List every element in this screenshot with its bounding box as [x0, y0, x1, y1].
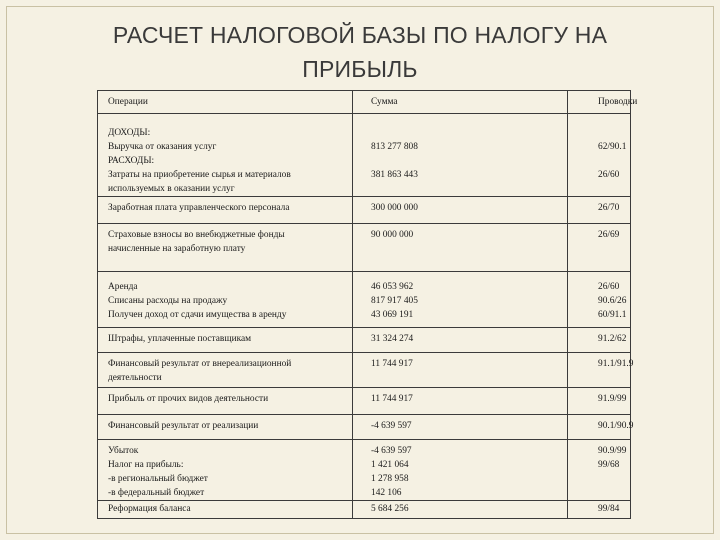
amount-cell — [353, 388, 568, 415]
operation-line: Убыток — [108, 446, 139, 456]
amount-line: 5 684 256 — [371, 504, 409, 514]
title-line-1: РАСЧЕТ НАЛОГОВОЙ БАЗЫ ПО НАЛОГУ НА — [112, 22, 608, 48]
amount-line: 11 744 917 — [371, 394, 413, 404]
operation-line: Штрафы, уплаченные поставщикам — [108, 334, 252, 344]
amount-line: 1 421 064 — [371, 460, 409, 470]
table-row — [98, 353, 631, 388]
amount-cell — [353, 328, 568, 353]
table-row — [98, 328, 631, 353]
operation-line: Финансовый результат от внереализационной — [108, 359, 292, 369]
operation-line: Получен доход от сдачи имущества в аренду — [108, 310, 287, 320]
operation-line: Затраты на приобретение сырья и материалов — [108, 170, 291, 180]
table-row — [98, 440, 631, 501]
amount-line: 90 000 000 — [371, 230, 414, 240]
operation-line: Налог на прибыль: — [108, 460, 184, 470]
entry-cell — [568, 415, 634, 440]
amount-cell — [353, 224, 568, 272]
entry-cell — [568, 440, 631, 501]
operation-line: Прибыль от прочих видов деятельности — [108, 394, 269, 404]
entry-line: 99/68 — [598, 460, 620, 470]
operation-cell — [98, 415, 353, 440]
entry-line: 91.1/91.9 — [598, 359, 634, 369]
entry-cell — [568, 388, 631, 415]
operation-cell — [98, 224, 353, 272]
operation-cell — [98, 388, 353, 415]
entry-line: 60/91.1 — [598, 310, 627, 320]
entry-line — [598, 154, 622, 168]
operation-line: РАСХОДЫ: — [108, 156, 155, 166]
operation-line: -в региональный бюджет — [108, 474, 208, 484]
amount-line: -4 639 597 — [371, 446, 412, 456]
entry-line: 62/90.1 — [598, 142, 627, 152]
amount-line: 11 744 917 — [371, 359, 413, 369]
operation-line: -в федеральный бюджет — [108, 488, 205, 498]
operation-line: Выручка от оказания услуг — [108, 142, 217, 152]
entry-cell — [568, 501, 631, 519]
amount-cell — [353, 197, 568, 224]
entry-line: 26/60 — [598, 282, 620, 292]
operation-cell — [98, 114, 353, 197]
operation-cell — [98, 328, 353, 353]
table-header-row — [98, 91, 631, 114]
entry-cell — [568, 224, 631, 272]
entry-line: 91.9/99 — [598, 394, 627, 404]
amount-cell — [353, 501, 568, 519]
entry-line — [598, 472, 622, 486]
operation-line: ДОХОДЫ: — [108, 128, 151, 138]
operation-line: деятельности — [108, 373, 162, 383]
amount-line: 1 278 958 — [371, 474, 409, 484]
amount-line — [371, 154, 559, 168]
table-row — [98, 197, 631, 224]
entry-line: 99/84 — [598, 504, 620, 514]
table-row — [98, 388, 631, 415]
entry-cell — [568, 114, 631, 197]
entry-line: 26/70 — [598, 203, 620, 213]
entry-line: 90.6/26 — [598, 296, 627, 306]
operation-line: начисленные на заработную плату — [108, 244, 246, 254]
amount-line: 300 000 000 — [371, 203, 418, 213]
amount-cell — [353, 440, 568, 501]
entry-line — [598, 126, 622, 140]
amount-cell — [353, 272, 568, 328]
operation-cell — [98, 353, 353, 388]
header-operations: Операции — [98, 91, 353, 114]
entry-line: 90.1/90.9 — [598, 421, 634, 431]
amount-cell — [353, 415, 568, 440]
table-row — [98, 501, 631, 519]
amount-line: 381 863 443 — [371, 170, 418, 180]
table-row — [98, 114, 631, 197]
entry-line — [598, 486, 622, 500]
entry-cell — [568, 328, 631, 353]
entry-line: 90.9/99 — [598, 446, 627, 456]
operation-line: Страховые взносы во внебюджетные фонды — [108, 230, 285, 240]
amount-line: -4 639 597 — [371, 421, 412, 431]
entry-line: 91.2/62 — [598, 334, 627, 344]
operation-line: используемых в оказании услуг — [108, 184, 235, 194]
header-entries: Проводки — [568, 91, 631, 114]
amount-line: 813 277 808 — [371, 142, 418, 152]
table-row — [98, 224, 631, 272]
operation-cell — [98, 272, 353, 328]
title-line-2: ПРИБЫЛЬ — [302, 56, 418, 82]
operation-cell — [98, 197, 353, 224]
amount-line: 142 106 — [371, 488, 402, 498]
amount-line: 31 324 274 — [371, 334, 414, 344]
operation-line: Аренда — [108, 282, 138, 292]
amount-line: 817 917 405 — [371, 296, 418, 306]
operation-cell — [98, 501, 353, 519]
operation-line: Заработная плата управленческого персонала — [108, 203, 290, 213]
amount-cell — [353, 353, 568, 388]
table-row — [98, 272, 631, 328]
operation-line: Списаны расходы на продажу — [108, 296, 228, 306]
entry-cell — [568, 197, 631, 224]
entry-cell — [568, 353, 634, 388]
amount-cell — [353, 114, 568, 197]
header-amount: Сумма — [353, 91, 568, 114]
entry-cell — [568, 272, 631, 328]
operation-cell — [98, 440, 353, 501]
operation-line: Финансовый результат от реализации — [108, 421, 259, 431]
table-row — [98, 415, 631, 440]
amount-line — [371, 126, 559, 140]
amount-line: 43 069 191 — [371, 310, 414, 320]
tax-base-table — [97, 90, 638, 519]
operation-line: Реформация баланса — [108, 504, 191, 514]
amount-line: 46 053 962 — [371, 282, 414, 292]
entry-line: 26/60 — [598, 170, 620, 180]
entry-line: 26/69 — [598, 230, 620, 240]
page-title — [0, 18, 720, 86]
